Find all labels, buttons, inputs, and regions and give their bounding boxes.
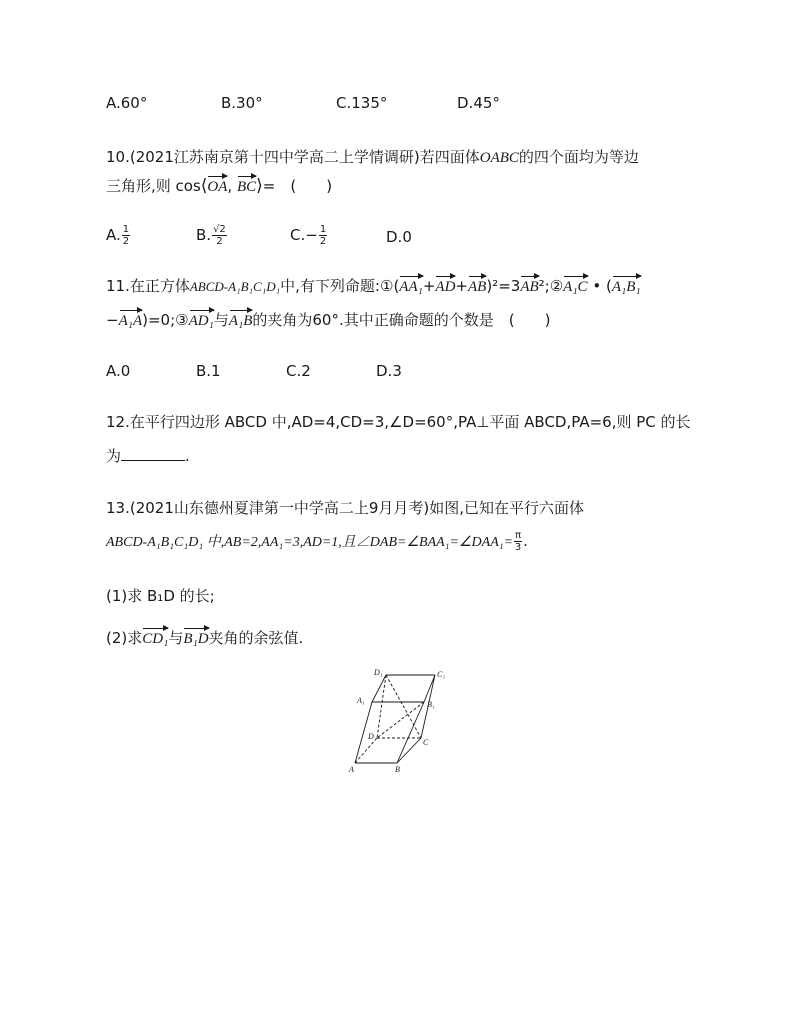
- q11-option-c: C.2: [286, 362, 311, 380]
- label-d: D: [368, 732, 374, 741]
- q13-line1: 13.(2021山东德州夏津第一中学高二上9月月考)如图,已知在平行六面体: [106, 499, 585, 517]
- label-b1: B₁: [427, 700, 435, 709]
- q11-line1: 11.在正方体ABCD-A₁B₁C₁D₁中,有下列命题:①(AA₁+AD+AB)²=3AB²;②A₁C • (A₁B₁: [106, 274, 641, 296]
- q12-line1: 12.在平行四边形 ABCD 中,AD=4,CD=3,∠D=60°,PA⊥平面 ABCD,PA=6,则 PC 的长: [106, 413, 691, 431]
- q11-option-d: D.3: [376, 362, 402, 380]
- q11-option-b: B.1: [196, 362, 221, 380]
- label-b: B: [395, 765, 400, 774]
- q13-line2: ABCD-A₁B₁C₁D₁ 中,AB=2,AA₁=3,AD=1,且∠DAB=∠BAA₁=∠DAA₁= $\frac{\pi}{3}$ .: [106, 530, 528, 553]
- q11-line2: −A₁A)=0;③AD₁与A₁B的夹角为60°.其中正确命题的个数是 ( ): [106, 308, 550, 330]
- q9-option-a: A.60°: [106, 94, 148, 112]
- q10-option-c: C.− $\frac{1}{2}$: [290, 224, 327, 247]
- parallelepiped-figure: [340, 665, 460, 780]
- q13-part1: (1)求 B₁D 的长;: [106, 587, 215, 605]
- q13-part2: (2)求CD₁与B₁D夹角的余弦值.: [106, 626, 303, 648]
- label-a: A: [349, 765, 354, 774]
- label-c: C: [423, 738, 429, 747]
- q9-option-d: D.45°: [457, 94, 500, 112]
- q10-option-b: B. $\frac{√2}{2}$: [196, 224, 226, 247]
- q10-option-a: A. $\frac{1}{2}$: [106, 224, 130, 247]
- q10-option-d: D.0: [386, 228, 412, 246]
- q9-option-c: C.135°: [336, 94, 388, 112]
- q10-line1: 10.(2021江苏南京第十四中学高二上学情调研)若四面体OABC的四个面均为等边: [106, 148, 639, 166]
- label-a1: A₁: [357, 696, 365, 705]
- label-d1: D₁: [374, 668, 383, 677]
- answer-blank: [121, 446, 185, 461]
- label-c1: C₁: [437, 670, 446, 679]
- q9-option-b: B.30°: [221, 94, 263, 112]
- q12-line2: 为 .: [106, 447, 190, 465]
- q10-line2: 三角形,则 cos⟨OA, BC⟩= ( ): [106, 176, 333, 196]
- q11-option-a: A.0: [106, 362, 131, 380]
